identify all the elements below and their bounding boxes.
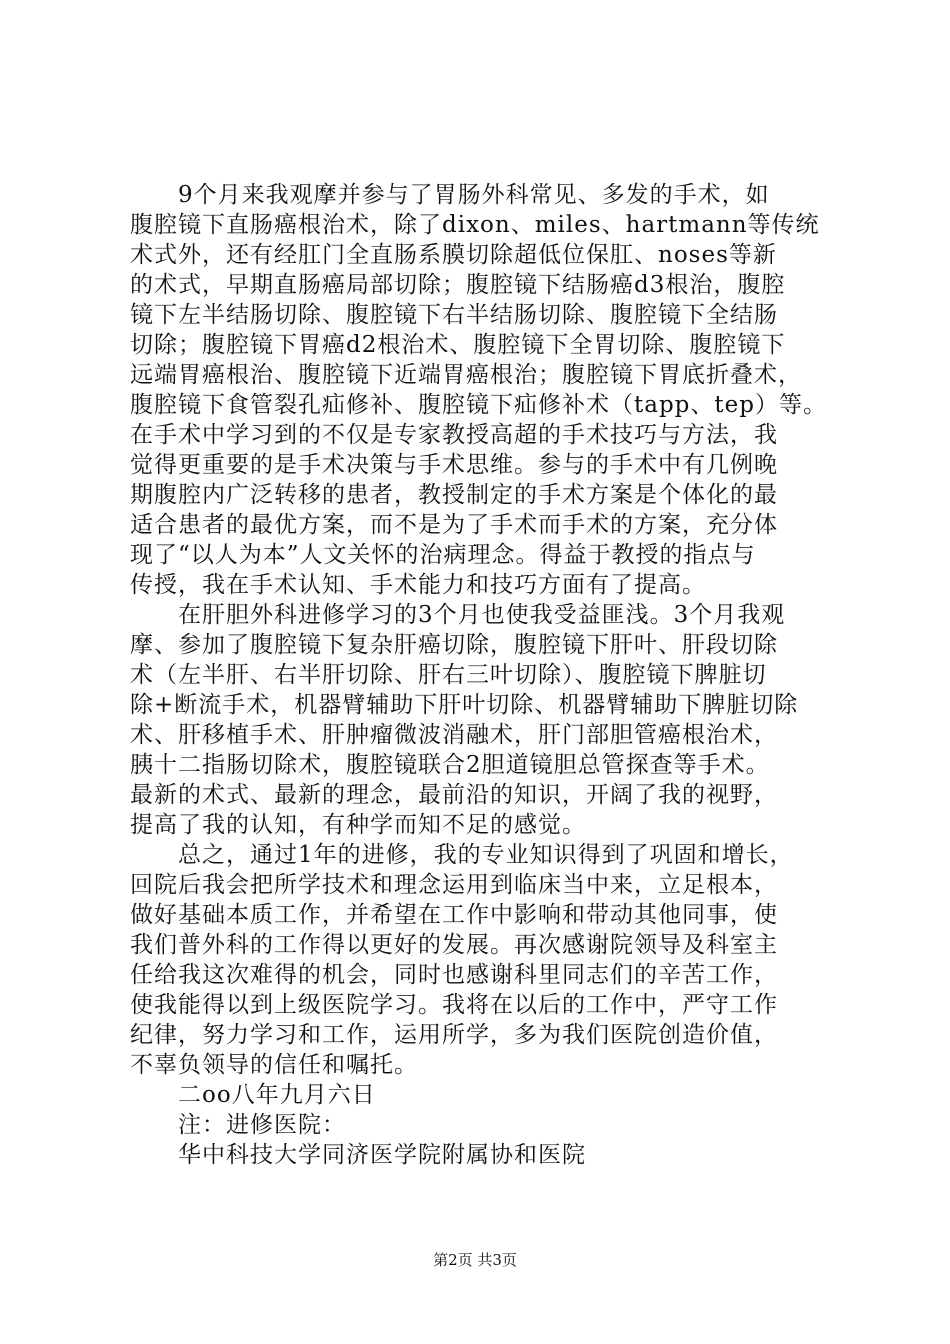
- text-line: 我们普外科的工作得以更好的发展。再次感谢院领导及科室主: [130, 932, 778, 958]
- hospital-line: 华中科技大学同济医学院附属协和医院: [130, 1142, 586, 1168]
- text-line: 适合患者的最优方案，而不是为了手术而手术的方案，充分体: [130, 512, 778, 538]
- text-line: 除+断流手术，机器臂辅助下肝叶切除、机器臂辅助下脾脏切除: [130, 692, 799, 718]
- text-line: 任给我这次难得的机会，同时也感谢科里同志们的辛苦工作，: [130, 962, 778, 988]
- note-line: 注：进修医院：: [130, 1112, 346, 1138]
- text-line: 不辜负领导的信任和嘱托。: [130, 1052, 418, 1078]
- text-line: 期腹腔内广泛转移的患者，教授制定的手术方案是个体化的最: [130, 482, 778, 508]
- text-line: 现了“以人为本”人文关怀的治病理念。得益于教授的指点与: [130, 542, 756, 568]
- date-line: 二oo八年九月六日: [130, 1082, 376, 1108]
- text-line: 总之，通过1年的进修，我的专业知识得到了巩固和增长，: [130, 842, 794, 868]
- text-line: 远端胃癌根治、腹腔镜下近端胃癌根治；腹腔镜下胃底折叠术，: [130, 362, 802, 388]
- text-line: 镜下左半结肠切除、腹腔镜下右半结肠切除、腹腔镜下全结肠: [130, 302, 778, 328]
- text-line: 的术式，早期直肠癌局部切除；腹腔镜下结肠癌d3根治，腹腔: [130, 272, 786, 298]
- text-line: 9个月来我观摩并参与了胃肠外科常见、多发的手术，如: [130, 182, 770, 208]
- text-line: 腹腔镜下食管裂孔疝修补、腹腔镜下疝修补术（tapp、tep）等。: [130, 392, 827, 418]
- text-line: 做好基础本质工作，并希望在工作中影响和带动其他同事，使: [130, 902, 778, 928]
- text-line: 切除；腹腔镜下胃癌d2根治术、腹腔镜下全胃切除、腹腔镜下: [130, 332, 786, 358]
- text-line: 使我能得以到上级医院学习。我将在以后的工作中，严守工作: [130, 992, 778, 1018]
- text-line: 术（左半肝、右半肝切除、肝右三叶切除）、腹腔镜下脾脏切: [130, 662, 767, 688]
- text-line: 在肝胆外科进修学习的3个月也使我受益匪浅。3个月我观: [130, 602, 786, 628]
- text-line: 提高了我的认知，有种学而知不足的感觉。: [130, 812, 586, 838]
- text-line: 纪律，努力学习和工作，运用所学，多为我们医院创造价值，: [130, 1022, 778, 1048]
- text-line: 最新的术式、最新的理念，最前沿的知识，开阔了我的视野，: [130, 782, 778, 808]
- text-line: 回院后我会把所学技术和理念运用到临床当中来，立足根本，: [130, 872, 778, 898]
- text-line: 术、肝移植手术、肝肿瘤微波消融术，肝门部胆管癌根治术，: [130, 722, 778, 748]
- page-number-footer: 第2页 共3页: [433, 1251, 517, 1269]
- text-line: 觉得更重要的是手术决策与手术思维。参与的手术中有几例晚: [130, 452, 778, 478]
- text-line: 在手术中学习到的不仅是专家教授高超的手术技巧与方法，我: [130, 422, 778, 448]
- text-line: 术式外，还有经肛门全直肠系膜切除超低位保肛、noses等新: [130, 242, 777, 268]
- text-line: 腹腔镜下直肠癌根治术，除了dixon、miles、hartmann等传统: [130, 212, 820, 238]
- text-line: 传授，我在手术认知、手术能力和技巧方面有了提高。: [130, 572, 706, 598]
- text-line: 摩、参加了腹腔镜下复杂肝癌切除，腹腔镜下肝叶、肝段切除: [130, 632, 778, 658]
- text-line: 胰十二指肠切除术，腹腔镜联合2胆道镜胆总管探查等手术。: [130, 752, 770, 778]
